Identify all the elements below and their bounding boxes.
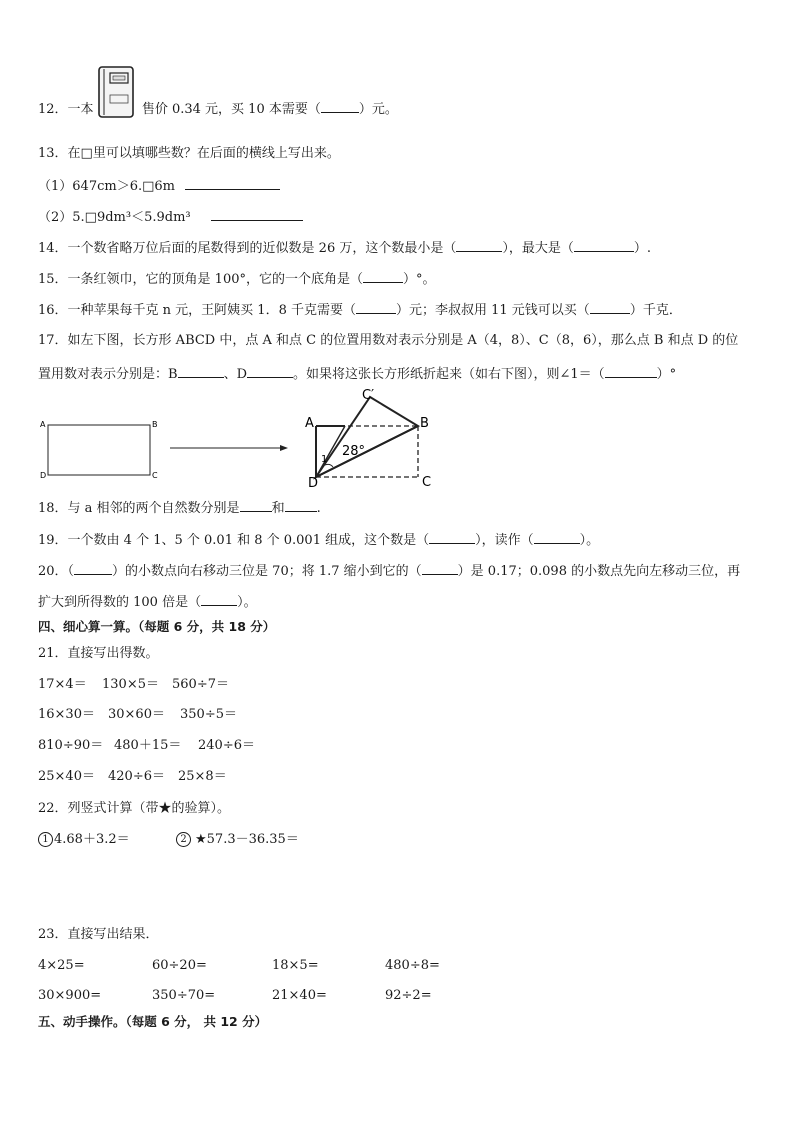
q20-text-e: ）。 [237, 595, 257, 610]
q15-text-b: ）°。 [403, 272, 436, 287]
q21-r0c2: 560÷7＝ [172, 677, 229, 692]
right-label-c-prime: C′ [362, 388, 375, 403]
question-12 [38, 99, 398, 119]
right-label-c: C [422, 475, 432, 490]
q22-expr-2: ★57.3－36.35＝ [195, 832, 299, 847]
q16-blank-2[interactable] [590, 300, 630, 314]
q19-text-a: 19．一个数由 4 个 1、5 个 0.01 和 8 个 0.001 组成，这个数是（ [38, 533, 430, 548]
q13-part1-blank[interactable] [185, 176, 280, 190]
q14-text-c: ）. [633, 241, 652, 256]
q17-line-1: 17．如左下图，长方形 ABCD 中，点 A 和点 C 的位置用数对表示分别是 A（4，8）、C（8，6），那么点 B 和点 D 的位 [38, 333, 739, 348]
q21-r1c1: 30×60＝ [108, 707, 165, 722]
q17-text-a: 置用数对表示分别是：B [38, 367, 178, 382]
section-5-heading: 五、动手操作。（每题 6 分， 共 12 分） [38, 1014, 268, 1029]
q23-r1c3: 92÷2= [385, 988, 432, 1003]
q23-r0c3: 480÷8= [385, 958, 440, 973]
q16-text-c: ）千克． [629, 303, 682, 318]
angle-label: 28° [342, 444, 366, 459]
q17-b-blank[interactable] [178, 364, 224, 378]
q12-text-c: ）元。 [358, 102, 398, 117]
q21-r2c0: 810÷90＝ [38, 738, 104, 753]
q17-text-b: 、D [223, 367, 247, 382]
q20-blank-3[interactable] [201, 592, 237, 606]
q15-text-a: 15．一条红领巾，它的顶角是 100°，它的一个底角是（ [38, 272, 363, 287]
q18-blank-1[interactable] [240, 498, 272, 512]
q21-r1c2: 350÷5＝ [180, 707, 237, 722]
q15-blank[interactable] [363, 269, 403, 283]
q17-angle-blank[interactable] [605, 364, 657, 378]
q22-title: 22．列竖式计算（带★的验算）。 [38, 801, 231, 816]
angle-one-label: 1 [321, 454, 328, 465]
q23-r0c0: 4×25= [38, 958, 85, 973]
q19-text-b: ），读作（ [475, 533, 534, 548]
q23-r0c1: 60÷20= [152, 958, 207, 973]
q22-item-2 [176, 831, 299, 849]
q21-r2c2: 240÷6＝ [198, 738, 255, 753]
q20-text-d: 扩大到所得数的 100 倍是（ [38, 595, 202, 610]
q14-text-a: 14．一个数省略万位后面的尾数得到的近似数是 26 万，这个数最小是（ [38, 241, 457, 256]
right-label-b: B [420, 416, 429, 431]
q20-blank-1[interactable] [74, 561, 112, 575]
q20-text-a: 20．（ [38, 564, 75, 579]
q23-title: 23．直接写出结果． [38, 927, 159, 942]
q21-r3c1: 420÷6＝ [108, 769, 165, 784]
q13-title: 13．在□里可以填哪些数？在后面的横线上写出来。 [38, 146, 340, 161]
left-label-d: D [40, 471, 47, 480]
q19-blank-2[interactable] [534, 530, 580, 544]
q12-text-b: 售价 0.34 元，买 10 本需要（ [141, 102, 321, 117]
right-label-a: A [305, 416, 314, 431]
q17-text-c: 。如果将这张长方形纸折起来（如右下图），则∠1＝（ [293, 367, 605, 382]
q21-r2c1: 480＋15＝ [114, 738, 182, 753]
q20-text-c: ）是 0.17；0.098 的小数点先向左移动三位，再 [457, 564, 741, 579]
q22-expr-1: 4.68＋3.2＝ [54, 832, 130, 847]
q22-item-1 [38, 831, 130, 849]
q12-text-a: 12．一本 [38, 102, 94, 117]
q13-part2 [38, 207, 303, 227]
q14-min-blank[interactable] [456, 238, 502, 252]
question-14 [38, 238, 651, 258]
question-18 [38, 498, 321, 518]
q16-blank-1[interactable] [356, 300, 396, 314]
q13-part1-text: （1）647cm＞6.□6m [38, 179, 175, 194]
q13-part1 [38, 176, 280, 196]
left-label-b: B [152, 420, 158, 429]
q17-line-2 [38, 364, 676, 384]
notebook-icon [98, 103, 138, 113]
q22-circle-2: 2 [176, 832, 191, 847]
question-20-line-1 [38, 561, 740, 581]
q23-r0c2: 18×5= [272, 958, 319, 973]
right-label-d: D [308, 476, 319, 491]
q18-blank-2[interactable] [285, 498, 317, 512]
question-16 [38, 300, 682, 320]
q18-text-b: 和 [271, 501, 285, 516]
q18-text-c: . [316, 501, 321, 516]
q19-text-c: ）。 [579, 533, 600, 548]
q21-r0c0: 17×4＝ [38, 677, 87, 692]
question-15 [38, 269, 436, 289]
left-label-a: A [40, 420, 46, 429]
q12-answer-blank[interactable] [321, 99, 359, 113]
q17-text-d: ）° [656, 367, 677, 382]
q18-text-a: 18．与 a 相邻的两个自然数分别是 [38, 501, 240, 516]
q13-part2-text: （2）5.□9dm³＜5.9dm³ [38, 210, 191, 225]
q21-r0c1: 130×5＝ [102, 677, 159, 692]
q19-blank-1[interactable] [429, 530, 475, 544]
q22-circle-1: 1 [38, 832, 53, 847]
q17-d-blank[interactable] [247, 364, 293, 378]
q17-figure [0, 385, 794, 495]
q21-title: 21．直接写出得数。 [38, 646, 159, 661]
q21-r1c0: 16×30＝ [38, 707, 95, 722]
question-19 [38, 530, 599, 550]
q21-r3c0: 25×40＝ [38, 769, 95, 784]
q14-max-blank[interactable] [574, 238, 634, 252]
left-rectangle [48, 425, 150, 475]
q23-r1c2: 21×40= [272, 988, 327, 1003]
question-20-line-2 [38, 592, 257, 612]
q23-r1c1: 350÷70= [152, 988, 216, 1003]
q14-text-b: ），最大是（ [502, 241, 574, 256]
q16-text-b: ）元；李叔叔用 11 元钱可以买（ [396, 303, 590, 318]
left-label-c: C [152, 471, 158, 480]
q16-text-a: 16．一种苹果每千克 n 元，王阿姨买 1．8 千克需要（ [38, 303, 356, 318]
section-4-heading: 四、细心算一算。（每题 6 分，共 18 分） [38, 619, 276, 634]
q23-r1c0: 30×900= [38, 988, 102, 1003]
q21-r3c2: 25×8＝ [178, 769, 227, 784]
q20-text-b: ）的小数点向右移动三位是 70；将 1.7 缩小到它的（ [112, 564, 422, 579]
q20-blank-2[interactable] [422, 561, 458, 575]
q13-part2-blank[interactable] [211, 207, 303, 221]
arrow-head-icon [280, 445, 288, 451]
